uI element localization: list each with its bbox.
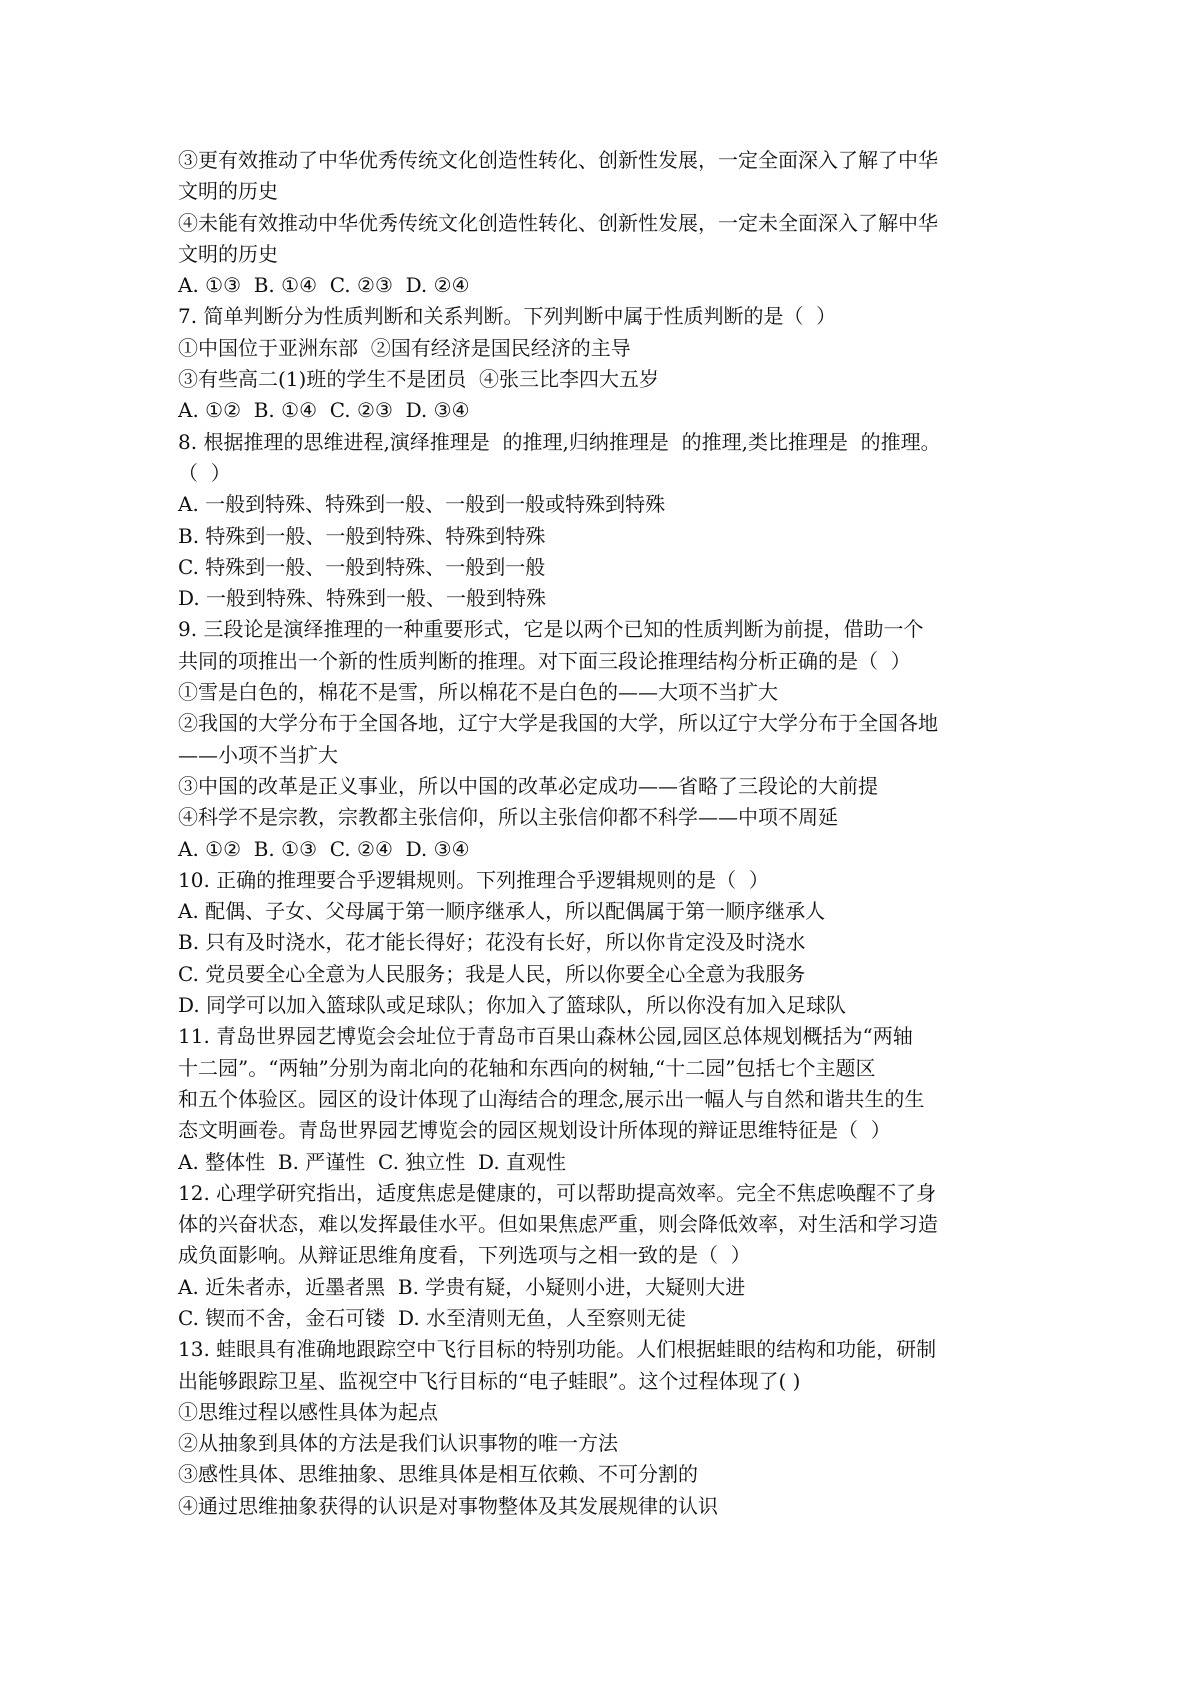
- text-line: ③有些高二(1)班的学生不是团员 ④张三比李四大五岁: [178, 367, 660, 392]
- answer-option: D. 一般到特殊、特殊到一般、一般到特殊: [178, 586, 547, 611]
- text-line: ——小项不当扩大: [178, 742, 338, 767]
- question-9-stem: 9. 三段论是演绎推理的一种重要形式，它是以两个已知的性质判断为前提，借助一个: [178, 617, 924, 642]
- answer-option: D. 同学可以加入篮球队或足球队；你加入了篮球队，所以你没有加入足球队: [178, 993, 847, 1018]
- answer-options: A. ①② B. ①④ C. ②③ D. ③④: [178, 398, 470, 423]
- answer-options: A. ①② B. ①③ C. ②④ D. ③④: [178, 836, 470, 861]
- question-10-stem: 10. 正确的推理要合乎逻辑规则。下列推理合乎逻辑规则的是（ ）: [178, 867, 769, 892]
- text-line: 文明的历史: [178, 241, 278, 266]
- text-line: 出能够跟踪卫星、监视空中飞行目标的“电子蛙眼”。这个过程体现了( ): [178, 1368, 801, 1393]
- text-line: ③更有效推动了中华优秀传统文化创造性转化、创新性发展，一定全面深入了解了中华: [178, 148, 938, 172]
- text-line: ②我国的大学分布于全国各地，辽宁大学是我国的大学，所以辽宁大学分布于全国各地: [178, 711, 938, 736]
- text-line: ④科学不是宗教，宗教都主张信仰，所以主张信仰都不科学——中项不周延: [178, 805, 838, 830]
- answer-option: B. 只有及时浇水，花才能长得好；花没有长好，所以你肯定没及时浇水: [178, 930, 806, 955]
- text-line: ①思维过程以感性具体为起点: [178, 1399, 438, 1424]
- question-11-stem: 11. 青岛世界园艺博览会会址位于青岛市百果山森林公园,园区总体规划概括为“两轴: [178, 1024, 913, 1049]
- text-line: 十二园”。“两轴”分别为南北向的花轴和东西向的树轴,“十二园”包括七个主题区: [178, 1055, 876, 1080]
- text-line: ②从抽象到具体的方法是我们认识事物的唯一方法: [178, 1431, 618, 1456]
- text-line: 态文明画卷。青岛世界园艺博览会的园区规划设计所体现的辩证思维特征是（ ）: [178, 1118, 891, 1143]
- answer-option: B. 特殊到一般、一般到特殊、特殊到特殊: [178, 523, 546, 548]
- text-line: 体的兴奋状态，难以发挥最佳水平。但如果焦虑严重，则会降低效率，对生活和学习造: [178, 1212, 938, 1237]
- text-line: ③中国的改革是正义事业，所以中国的改革必定成功——省略了三段论的大前提: [178, 773, 878, 798]
- answer-option: A. 配偶、子女、父母属于第一顺序继承人，所以配偶属于第一顺序继承人: [178, 899, 826, 924]
- text-line: 和五个体验区。园区的设计体现了山海结合的理念,展示出一幅人与自然和谐共生的生: [178, 1086, 925, 1111]
- question-8-stem: 8. 根据推理的思维进程,演绎推理是 的推理,归纳推理是 的推理,类比推理是 的推理。: [178, 429, 941, 454]
- text-line: ①中国位于亚洲东部 ②国有经济是国民经济的主导: [178, 335, 631, 360]
- answer-options: A. 整体性 B. 严谨性 C. 独立性 D. 直观性: [178, 1149, 567, 1174]
- text-line: ③感性具体、思维抽象、思维具体是相互依赖、不可分割的: [178, 1462, 698, 1487]
- answer-options: C. 锲而不舍，金石可镂 D. 水至清则无鱼，人至察则无徒: [178, 1305, 687, 1330]
- question-13-stem: 13. 蛙眼具有准确地跟踪空中飞行目标的特别功能。人们根据蛙眼的结构和功能，研制: [178, 1337, 937, 1362]
- question-12-stem: 12. 心理学研究指出，适度焦虑是健康的，可以帮助提高效率。完全不焦虑唤醒不了身: [178, 1180, 937, 1205]
- text-line: ④未能有效推动中华优秀传统文化创造性转化、创新性发展，一定未全面深入了解中华: [178, 210, 938, 235]
- text-line: 共同的项推出一个新的性质判断的推理。对下面三段论推理结构分析正确的是（ ）: [178, 648, 911, 673]
- question-text-block: [178, 145, 1038, 1522]
- answer-options: A. 近朱者赤，近墨者黑 B. 学贵有疑，小疑则小进，大疑则大进: [178, 1274, 746, 1299]
- text-line: ④通过思维抽象获得的认识是对事物整体及其发展规律的认识: [178, 1493, 718, 1518]
- text-line: 文明的历史: [178, 179, 278, 204]
- question-7-stem: 7. 简单判断分为性质判断和关系判断。下列判断中属于性质判断的是（ ）: [178, 304, 837, 329]
- text-line: （ ）: [178, 460, 231, 485]
- answer-option: C. 特殊到一般、一般到特殊、一般到一般: [178, 554, 546, 579]
- answer-option: C. 党员要全心全意为人民服务；我是人民，所以你要全心全意为我服务: [178, 961, 806, 986]
- answer-option: A. 一般到特殊、特殊到一般、一般到一般或特殊到特殊: [178, 492, 666, 517]
- answer-options: A. ①③ B. ①④ C. ②③ D. ②④: [178, 273, 470, 298]
- text-line: ①雪是白色的，棉花不是雪，所以棉花不是白色的——大项不当扩大: [178, 680, 778, 705]
- text-line: 成负面影响。从辩证思维角度看，下列选项与之相一致的是（ ）: [178, 1243, 751, 1268]
